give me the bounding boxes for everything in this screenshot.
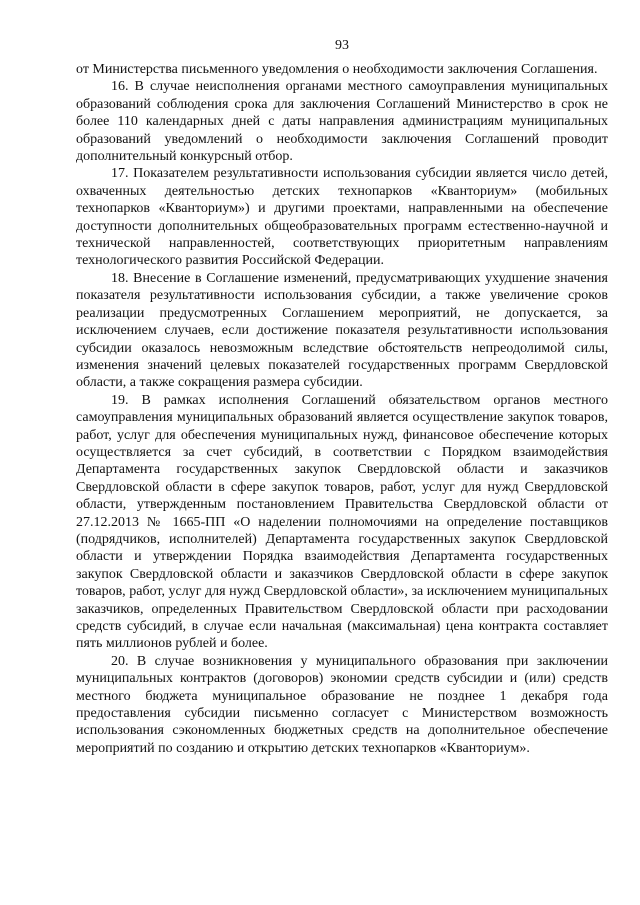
paragraph-16: 16. В случае неисполнения органами местного самоуправления муниципальных образований соблюдения срока для заключения Соглашений Министерство в срок не более 110 календарных дней с даты направления администрациям муниципальных образований уведомлений о необходимости заключения Соглашений проводит дополнительный конкурсный отбор. — [76, 79, 608, 165]
paragraph-17: 17. Показателем результативности использования субсидии является число детей, охваченных деятельностью детских технопарков «Кванториум» (мобильных технопарков «Кванториум») и другими проектами, направленными на обеспечение доступности дополнительных общеобразовательных программ естественно-научной и технической направленностей, соответствующих приоритетным направлениям технологического развития Российской Федерации. — [76, 166, 608, 269]
paragraph-continuation: от Министерства письменного уведомления о необходимости заключения Соглашения. — [76, 62, 598, 77]
paragraph-20: 20. В случае возникновения у муниципального образования при заключении муниципальных контрактов (договоров) экономии средств субсидии и (или) средств местного бюджета муниципальное образование не позднее 1 декабря года предоставления субсидии письменно согласует с Министерством возможность использования сэкономленных бюджетных средств на дополнительное обеспечение мероприятий по созданию и открытию детских технопарков «Кванториум». — [76, 653, 608, 756]
paragraph-18: 18. Внесение в Соглашение изменений, предусматривающих ухудшение значения показателя результативности использования субсидии, а также увеличение сроков реализации предусмотренных Соглашением мероприятий, не допускается, за исключением случаев, если достижение показателя результативности использования субсидии оказалось невозможным вследствие обстоятельств непреодолимой силы, изменения значений целевых показателей государственных программ Свердловской области, а также сокращения размера субсидии. — [76, 270, 608, 391]
document-body — [76, 61, 608, 757]
paragraph-19: 19. В рамках исполнения Соглашений обязательством органов местного самоуправления муниципальных образований является осуществление закупок товаров, работ, услуг для обеспечения муниципальных нужд, финансовое обеспечение которых осуществляется за счет субсидий, в соответствии с Порядком взаимодействия Департамента государственных закупок Свердловской области и заказчиков Свердловской области в сфере закупок товаров, работ, услуг для нужд Свердловской области, утвержденным постановлением Правительства Свердловской области от 27.12.2013 № 1665-ПП «О наделении полномочиями на определение поставщиков (подрядчиков, исполнителей) Департамента государственных закупок Свердловской области и утверждении Порядка взаимодействия Департамента государственных закупок Свердловской области и заказчиков Свердловской области в сфере закупок товаров, работ, услуг для нужд Свердловской области», за исключением муниципальных заказчиков, определенных Правительством Свердловской области при расходовании средств субсидий, в случае если начальная (максимальная) цена контракта составляет пять миллионов рублей и более. — [76, 392, 608, 652]
page-number: 93 — [335, 38, 349, 53]
